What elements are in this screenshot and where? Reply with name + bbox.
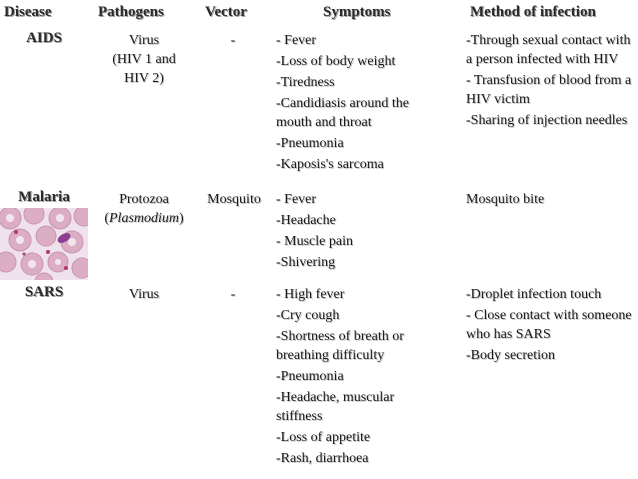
symptom-item: -Headache [276, 213, 336, 228]
method-item: -Through sexual contact with a person infected with HIV [466, 33, 631, 67]
pathogen-aids [88, 31, 200, 88]
header-vector: Vector [205, 4, 247, 20]
pathogen-line: Virus [128, 287, 160, 302]
methods-sars [466, 285, 634, 365]
symptom-item: -Loss of body weight [276, 54, 396, 69]
paren-close: ) [179, 211, 184, 226]
disease-sars: SARS [24, 284, 64, 300]
disease-aids: AIDS [26, 30, 62, 46]
methods-malaria [466, 190, 634, 209]
pathogen-line: (HIV 1 and [112, 52, 176, 67]
symptom-item: - Muscle pain [276, 234, 353, 249]
plasmodium-label: Plasmodium [109, 211, 179, 226]
method-item: Mosquito bite [466, 192, 545, 207]
symptoms-aids [276, 31, 444, 174]
method-item: - Transfusion of blood from a HIV victim [466, 73, 632, 107]
vector-malaria: Mosquito [207, 192, 261, 207]
methods-aids [466, 31, 634, 130]
symptom-item: -Pneumonia [276, 369, 344, 384]
pathogen-line: HIV 2) [124, 71, 164, 86]
symptom-item: -Pneumonia [276, 136, 344, 151]
paren-open: ( [104, 211, 109, 226]
symptom-item: -Tiredness [276, 75, 335, 90]
blood-smear-micrograph-icon [0, 208, 88, 280]
symptom-item: - Fever [276, 192, 317, 207]
pathogen-malaria [88, 190, 200, 228]
symptom-item: -Candidiasis around the mouth and throat [276, 96, 409, 130]
symptom-item: -Shivering [276, 255, 336, 270]
method-item: -Body secretion [466, 348, 556, 363]
symptoms-sars [276, 285, 444, 468]
pathogen-line: Protozoa [119, 192, 169, 207]
blood-smear-image [0, 208, 88, 280]
header-symptoms: Symptoms [323, 4, 391, 20]
header-pathogens: Pathogens [98, 4, 164, 20]
method-item: -Sharing of injection needles [466, 113, 628, 128]
symptom-item: -Kaposis's sarcoma [276, 157, 384, 172]
pathogen-line: Virus [128, 33, 160, 48]
symptom-item: - High fever [276, 287, 345, 302]
method-item: -Droplet infection touch [466, 287, 602, 302]
vector-sars: - [230, 287, 236, 302]
symptom-item: -Loss of appetite [276, 430, 371, 445]
symptom-item: - Fever [276, 33, 317, 48]
symptom-item: -Rash, diarrhoea [276, 451, 369, 466]
vector-aids: - [230, 33, 236, 48]
pathogen-sars [88, 285, 200, 304]
symptom-item: -Headache, muscular stiffness [276, 390, 395, 424]
header-disease: Disease [4, 4, 52, 20]
method-item: - Close contact with someone who has SARS [466, 308, 632, 342]
disease-malaria: Malaria [18, 189, 70, 205]
symptom-item: -Shortness of breath or breathing difficulty [276, 329, 404, 363]
header-method: Method of infection [470, 4, 596, 20]
pathogen-line [88, 209, 200, 228]
symptom-item: -Cry cough [276, 308, 340, 323]
symptoms-malaria [276, 190, 444, 272]
